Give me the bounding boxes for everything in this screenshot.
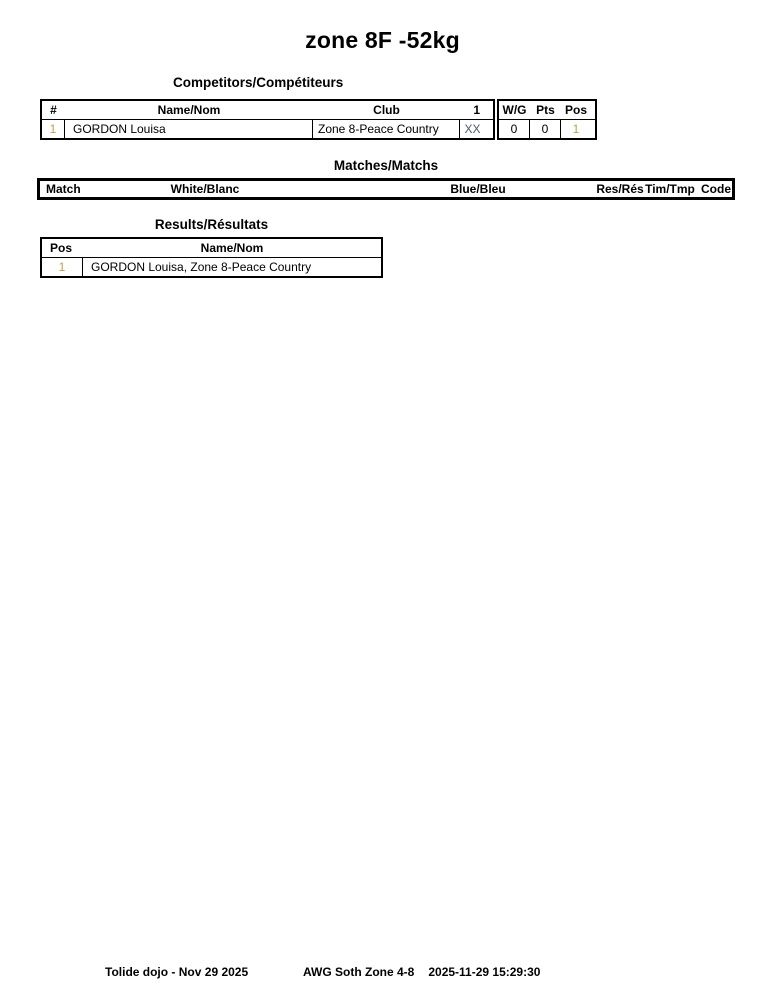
competitors-section-title: Competitors/Compétiteurs <box>173 75 344 90</box>
result-name: GORDON Louisa, Zone 8-Peace Country <box>91 260 312 274</box>
competitor-wins: 0 <box>499 120 530 138</box>
result-row <box>42 258 381 276</box>
matches-section-title: Matches/Matchs <box>333 158 439 173</box>
competitors-table <box>40 99 597 140</box>
column-header-round1: 1 <box>473 103 480 117</box>
page-title: zone 8F -52kg <box>305 27 460 53</box>
column-header-match: Match <box>46 182 81 196</box>
matches-table <box>37 178 735 200</box>
competitor-points: 0 <box>530 120 561 138</box>
competitor-score-row <box>499 120 595 138</box>
column-header-code: Code <box>701 182 731 196</box>
competitor-position: 1 <box>572 122 580 136</box>
results-section-title: Results/Résultats <box>154 217 269 232</box>
results-table <box>40 237 383 278</box>
column-header-white: White/Blanc <box>170 182 240 196</box>
column-header-result-position: Pos <box>50 241 73 255</box>
footer-venue-date: Tolide dojo - Nov 29 2025 <box>105 965 249 979</box>
results-header-row <box>42 239 381 258</box>
competitor-round1-mark: XX <box>464 122 481 136</box>
competitors-table-right <box>497 99 597 140</box>
column-header-points: Pts <box>536 103 555 117</box>
competitor-row <box>42 120 493 138</box>
column-header-club: Club <box>373 103 400 117</box>
footer-timestamp: 2025-11-29 15:29:30 <box>428 965 541 979</box>
column-header-wins: W/G <box>502 103 527 117</box>
column-header-position: Pos <box>564 103 587 117</box>
column-header-result-name: Name/Nom <box>200 241 264 255</box>
result-position: 1 <box>42 258 83 276</box>
competitor-name: GORDON Louisa <box>65 120 313 138</box>
footer-event-name: AWG Soth Zone 4-8 <box>303 965 415 979</box>
column-header-result: Res/Rés <box>596 182 644 196</box>
column-header-time: Tim/Tmp <box>645 182 695 196</box>
competitors-score-header-row <box>499 101 595 120</box>
column-header-name: Name/Nom <box>157 103 221 117</box>
competitor-club: Zone 8-Peace Country <box>313 120 460 138</box>
competitors-table-left <box>40 99 495 140</box>
competitors-header-row <box>42 101 493 120</box>
footer-event-info <box>303 965 540 979</box>
competitor-number: 1 <box>42 120 65 138</box>
column-header-blue: Blue/Bleu <box>450 182 506 196</box>
column-header-number: # <box>50 103 57 117</box>
